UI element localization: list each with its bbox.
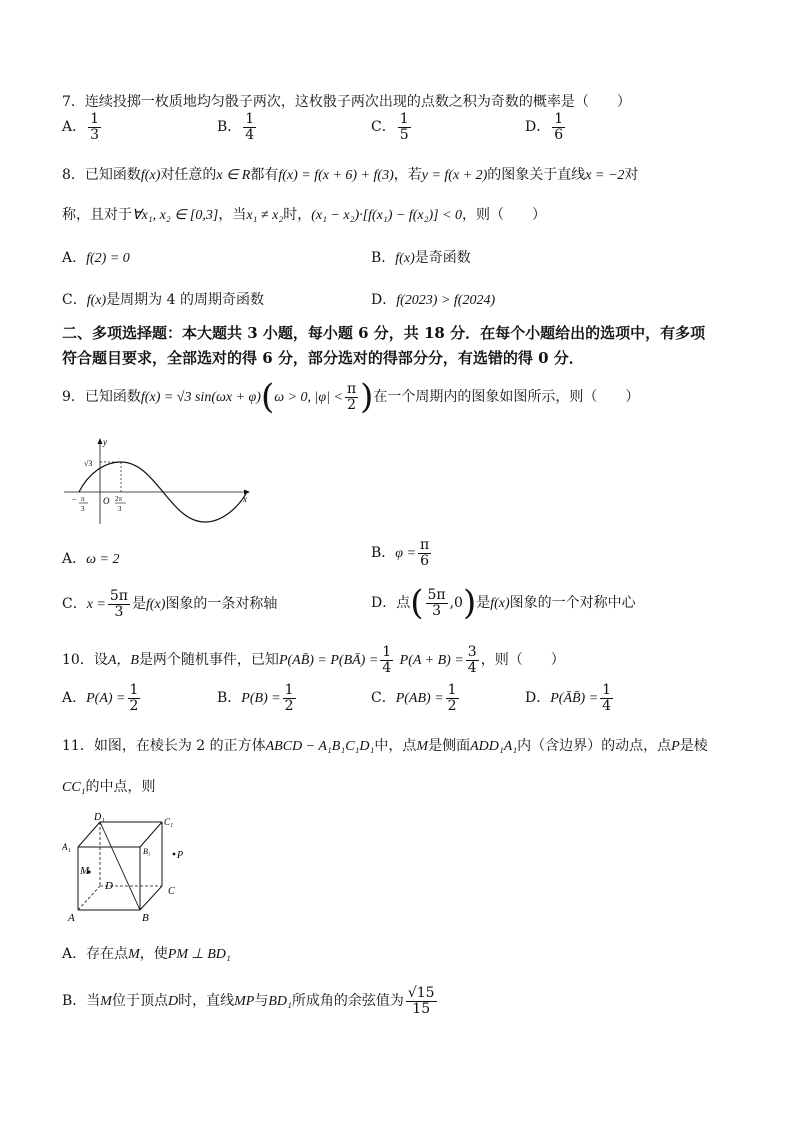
q9-option-a: A．ω = 2 bbox=[62, 551, 120, 567]
point-P bbox=[173, 853, 176, 856]
label-B: B bbox=[142, 912, 149, 924]
q9-option-d: D．点( $\frac{5\pi}{3}$ ,0)是f(x)图象的一个对称中心 bbox=[371, 583, 636, 623]
q10-stem: 10．设A，B是两个随机事件，已知P(AB̄) = P(BĀ) = $\frac{1}{4}$ P(A + B) = $\frac{3}{4}$ ，则（ ） bbox=[62, 644, 565, 676]
diagonal-BD1 bbox=[100, 822, 140, 910]
label-P: P bbox=[177, 850, 184, 861]
tick-right-num: 2π bbox=[115, 495, 123, 503]
label-D1: D₁ bbox=[94, 812, 105, 823]
q11-line1: 11．如图，在棱长为 2 的正方体ABCD − A₁B₁C₁D₁中，点M是侧面ADD₁A₁内（含边界）的动点，点P是棱 bbox=[62, 738, 708, 754]
edge-AD-hidden bbox=[78, 886, 100, 910]
origin-label: O bbox=[103, 496, 110, 506]
section2-heading-line1: 二、多项选择题：本大题共 3 小题，每小题 6 分，共 18 分．在每个小题给出的选项中，有多项 bbox=[62, 324, 706, 342]
q11-option-a: A．存在点M，使PM ⊥ BD₁ bbox=[62, 946, 231, 962]
q10-option-c: C．P(AB) = $\frac{1}{2}$ bbox=[371, 682, 457, 714]
x-axis-label: x bbox=[243, 494, 247, 504]
label-C: C bbox=[168, 886, 175, 897]
section2-heading-line2: 符合题目要求，全部选对的得 6 分，部分选对的得部分分，有选错的得 0 分． bbox=[62, 349, 584, 367]
q8-option-a: A．f(2) = 0 bbox=[62, 250, 130, 266]
edge-BC bbox=[140, 886, 162, 910]
q9-option-c: C．x = $\frac{5\pi}{3}$ 是f(x)图象的一条对称轴 bbox=[62, 588, 278, 620]
label-A1: A₁ bbox=[62, 842, 71, 852]
q8-line2: 称，且对于∀x₁, x₂ ∈ [0,3]，当x₁ ≠ x₂时，(x₁ − x₂)·[f(x₁) − f(x₂)] < 0，则（ ） bbox=[62, 207, 547, 223]
q9-stem: 9．已知函数f(x) = √3 sin(ωx + φ)(ω > 0, |φ| < $\frac{\pi}{2}$ )在一个周期内的图象如图所示，则（ ） bbox=[62, 377, 640, 417]
q11-cube-figure bbox=[60, 810, 190, 926]
y-axis-arrow bbox=[98, 438, 103, 444]
q10-option-b: B．P(B) = $\frac{1}{2}$ bbox=[217, 682, 294, 714]
q9-sine-graph bbox=[62, 436, 252, 528]
q7-option-d: D． $\frac{1}{6}$ bbox=[525, 111, 564, 143]
label-D: D bbox=[105, 880, 113, 892]
tick-left-den: 3 bbox=[81, 505, 85, 513]
q11-option-b: B．当M位于顶点D时，直线MP与BD₁所成角的余弦值为 $\frac{√15}{15}$ bbox=[62, 985, 435, 1017]
q7-option-c: C． $\frac{1}{5}$ bbox=[371, 111, 409, 143]
label-C1: C₁ bbox=[164, 817, 174, 827]
amplitude-label: √3 bbox=[84, 459, 93, 468]
q10-option-a: A．P(A) = $\frac{1}{2}$ bbox=[62, 682, 139, 714]
label-M: M bbox=[80, 865, 90, 877]
label-A: A bbox=[68, 912, 75, 924]
q7-stem: 7．连续投掷一枚质地均匀骰子两次，这枚骰子两次出现的点数之积为奇数的概率是（ ） bbox=[62, 94, 631, 110]
tick-right-den: 3 bbox=[118, 505, 122, 513]
q9-option-b: B．φ = $\frac{\pi}{6}$ bbox=[371, 537, 430, 569]
q8-option-d: D．f(2023) > f(2024) bbox=[371, 292, 496, 308]
q11-line2: CC₁的中点，则 bbox=[62, 779, 156, 795]
label-B1: B₁ bbox=[143, 847, 151, 856]
edge-A1D1 bbox=[78, 822, 100, 847]
q8-option-c: C．f(x)是周期为 4 的周期奇函数 bbox=[62, 292, 264, 308]
q8-line1: 8．已知函数f(x)对任意的x ∈ R都有f(x) = f(x + 6) + f(3)，若y = f(x + 2)的图象关于直线x = −2对 bbox=[62, 167, 639, 183]
q7-option-b: B． $\frac{1}{4}$ bbox=[217, 111, 255, 143]
y-axis-label: y bbox=[103, 437, 107, 447]
q7-option-a: A． $\frac{1}{3}$ bbox=[62, 111, 100, 143]
tick-left-sign: − bbox=[72, 495, 77, 504]
tick-left-num: π bbox=[81, 495, 85, 503]
q8-option-b: B．f(x)是奇函数 bbox=[371, 250, 471, 266]
edge-B1C1 bbox=[140, 822, 162, 847]
q10-option-d: D．P(ĀB̄) = $\frac{1}{4}$ bbox=[525, 682, 612, 714]
